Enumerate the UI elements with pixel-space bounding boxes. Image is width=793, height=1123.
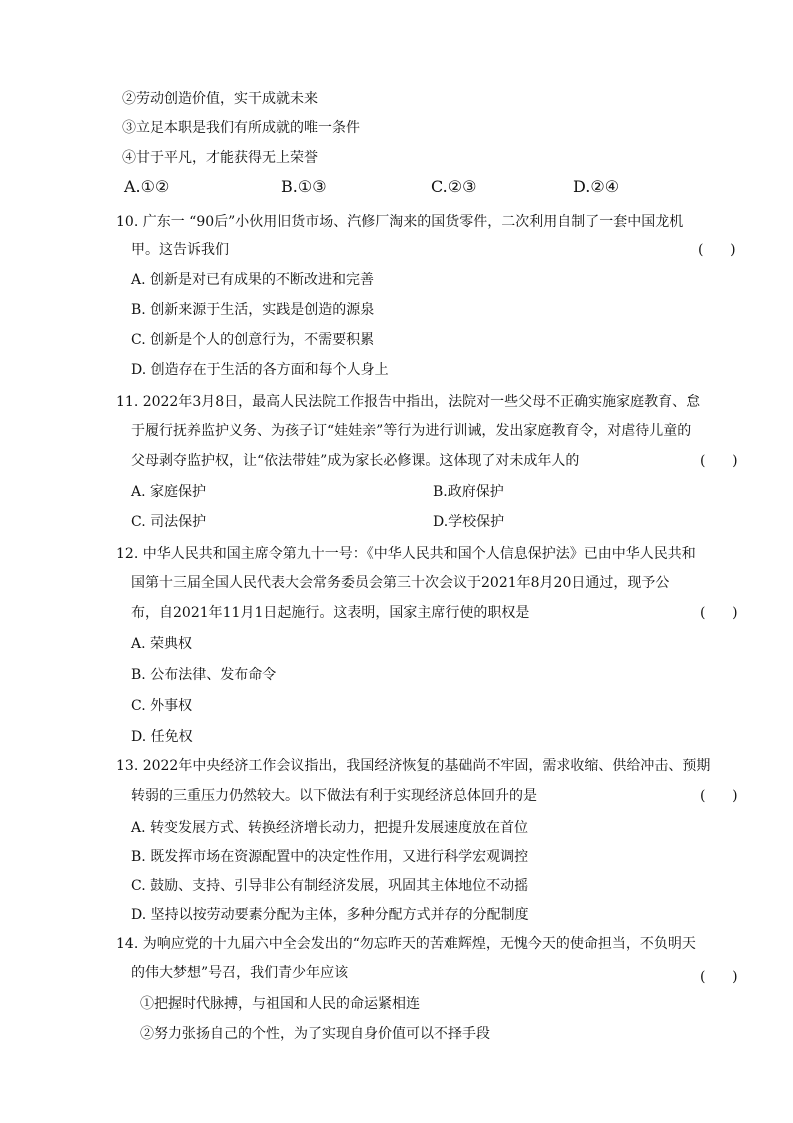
q9-option-a: A.①②	[124, 177, 170, 196]
q9-option-b: B.①③	[281, 177, 327, 196]
q12-stem-line-2: 国第十三届全国人民代表大会常务委员会第三十次会议于2021年8月20日通过，现予公	[131, 575, 670, 591]
q10-option-d: D. 创造存在于生活的各方面和每个人身上	[131, 362, 389, 378]
q13-option-a: A. 转变发展方式、转换经济增长动力，把提升发展速度放在首位	[131, 820, 529, 836]
q10-answer-blank: ( )	[698, 242, 736, 258]
q13-option-d: D. 坚持以按劳动要素分配为主体，多种分配方式并存的分配制度	[131, 907, 529, 923]
q10-option-c: C. 创新是个人的创意行为，不需要积累	[131, 332, 375, 348]
q12-answer-blank: ( )	[700, 605, 738, 621]
q10-stem-line-2: 甲。这告诉我们	[131, 242, 229, 258]
q11-stem-line-2: 于履行抚养监护义务、为孩子订“娃娃亲”等行为进行训诫，发出家庭教育令，对虐待儿童的	[131, 423, 692, 439]
q13-stem-line-1: 13. 2022年中央经济工作会议指出，我国经济恢复的基础尚不牢固，需求收缩、供给冲击、预期	[116, 758, 711, 774]
q14-statement-2: ②努力张扬自己的个性，为了实现自身价值可以不择手段	[140, 1026, 490, 1042]
q10-option-b: B. 创新来源于生活，实践是创造的源泉	[131, 302, 375, 318]
q12-option-d: D. 任免权	[131, 729, 193, 745]
q11-stem-line-1: 11. 2022年3月8日，最高人民法院工作报告中指出，法院对一些父母不正确实施家庭教育、怠	[116, 394, 701, 410]
q12-stem-line-1: 12. 中华人民共和国主席令第九十一号：《中华人民共和国个人信息保护法》已由中华人民共和	[116, 546, 696, 562]
q13-option-c: C. 鼓励、支持、引导非公有制经济发展，巩固其主体地位不动摇	[131, 878, 529, 894]
q14-statement-1: ①把握时代脉搏，与祖国和人民的命运紧相连	[140, 996, 420, 1012]
q11-answer-blank: ( )	[700, 453, 738, 469]
q10-stem-line-1: 10. 广东一 “90后”小伙用旧货市场、汽修厂淘来的国货零件，二次利用自制了一套中国龙机	[116, 214, 684, 230]
q12-option-a: A. 荣典权	[131, 636, 193, 652]
q9-statement-2: ②劳动创造价值，实干成就未来	[122, 91, 318, 107]
q9-option-c: C.②③	[431, 177, 477, 196]
q9-statement-4: ④甘于平凡，才能获得无上荣誉	[122, 150, 318, 166]
q12-stem-line-3: 布，自2021年11月1日起施行。这表明，国家主席行使的职权是	[131, 605, 530, 621]
q14-answer-blank: ( )	[700, 969, 738, 985]
q9-statement-3: ③立足本职是我们有所成就的唯一条件	[122, 120, 360, 136]
q11-option-b: B.政府保护	[433, 484, 504, 500]
q10-option-a: A. 创新是对已有成果的不断改进和完善	[131, 272, 375, 288]
q12-option-c: C. 外事权	[131, 698, 193, 714]
q13-option-b: B. 既发挥市场在资源配置中的决定性作用，又进行科学宏观调控	[131, 849, 529, 865]
q11-option-a: A. 家庭保护	[131, 484, 207, 500]
q14-stem-line-2: 的伟大梦想”号召，我们青少年应该	[131, 965, 349, 981]
q13-stem-line-2: 转弱的三重压力仍然较大。以下做法有利于实现经济总体回升的是	[131, 788, 537, 804]
q9-option-d: D.②④	[573, 177, 620, 196]
q12-option-b: B. 公布法律、发布命令	[131, 667, 277, 683]
q11-stem-line-3: 父母剥夺监护权，让“依法带娃”成为家长必修课。这体现了对未成年人的	[131, 453, 580, 469]
q11-option-d: D.学校保护	[433, 514, 505, 530]
q11-option-c: C. 司法保护	[131, 514, 207, 530]
q14-stem-line-1: 14. 为响应党的十九届六中全会发出的“勿忘昨天的苦难辉煌，无愧今天的使命担当，不负明天	[116, 936, 696, 952]
q13-answer-blank: ( )	[700, 788, 738, 804]
